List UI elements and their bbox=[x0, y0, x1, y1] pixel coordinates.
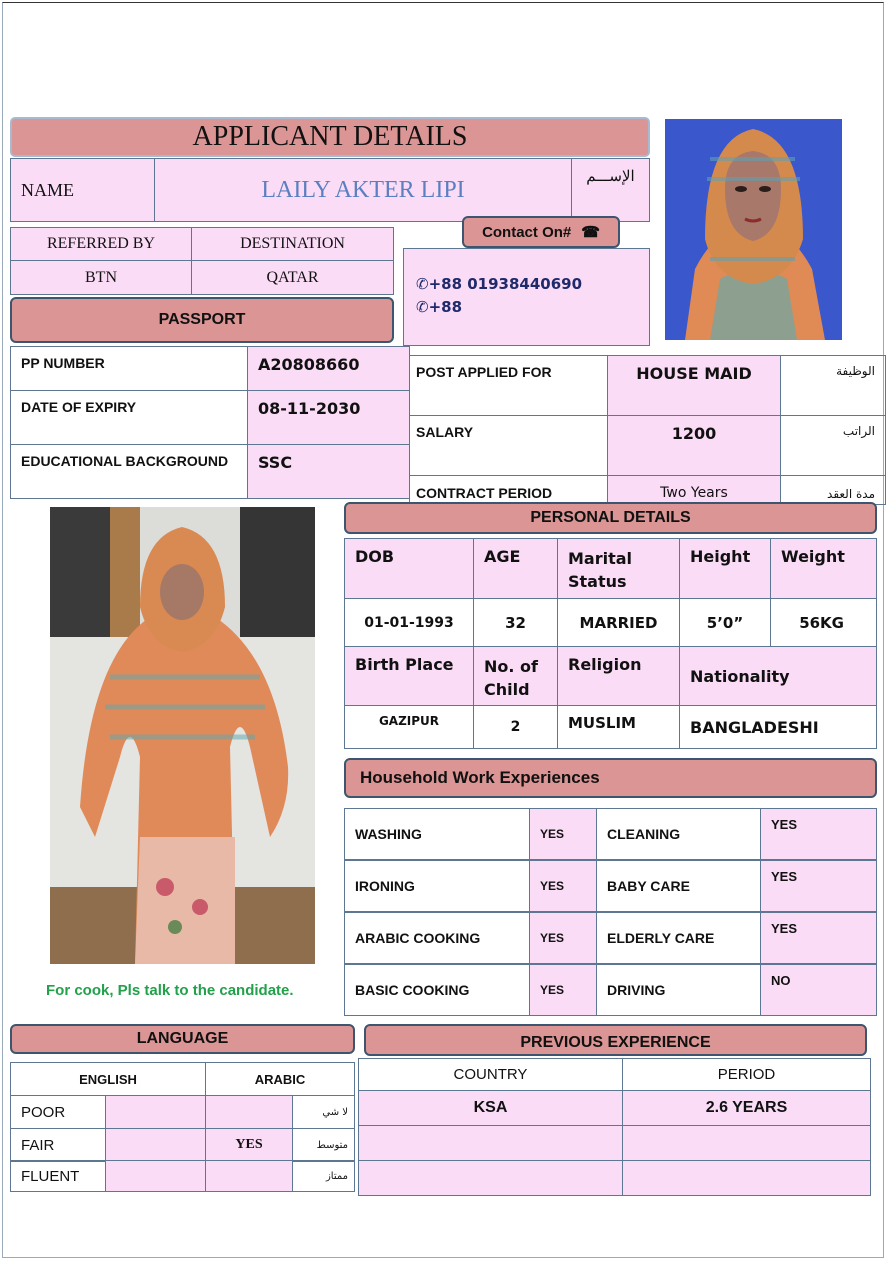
language-arabic-label-text: ممتاز bbox=[325, 1170, 348, 1182]
personal-header-text: DOB bbox=[355, 547, 395, 566]
personal-header-text: Weight bbox=[781, 547, 845, 566]
phone-icon: ☎ bbox=[581, 224, 600, 241]
language-col-text: ENGLISH bbox=[79, 1071, 137, 1087]
household-task-text: ARABIC COOKING bbox=[355, 930, 481, 946]
full-body-photo bbox=[50, 507, 315, 964]
post-label-text: POST APPLIED FOR bbox=[416, 364, 552, 380]
referred-by-value-text: BTN bbox=[85, 268, 117, 286]
household-task bbox=[344, 964, 530, 1016]
name-label bbox=[10, 158, 155, 222]
profile-photo-art bbox=[665, 119, 842, 340]
personal-header-height bbox=[679, 538, 771, 599]
household-task-text: BABY CARE bbox=[607, 878, 690, 894]
household-task bbox=[344, 808, 530, 860]
language-level-text: FAIR bbox=[21, 1136, 55, 1154]
language-title-text: LANGUAGE bbox=[136, 1030, 229, 1047]
passport-title-text: PASSPORT bbox=[158, 311, 246, 328]
personal-header-weight bbox=[770, 538, 877, 599]
personal-value-text: 56KG bbox=[799, 613, 844, 632]
contact-title bbox=[462, 216, 620, 248]
household-task-value-text: YES bbox=[540, 931, 565, 945]
personal-header-age bbox=[473, 538, 558, 599]
household-task bbox=[596, 808, 761, 860]
previous-country bbox=[358, 1090, 623, 1126]
passport-row-value-education bbox=[247, 444, 410, 499]
name-arabic-label bbox=[571, 158, 650, 222]
household-task-value-text: YES bbox=[540, 827, 565, 841]
previous-title-text: PREVIOUS EXPERIENCE bbox=[520, 1034, 711, 1051]
language-col-english bbox=[10, 1062, 206, 1096]
contact-phone-1 bbox=[416, 275, 649, 293]
personal-header-marital bbox=[557, 538, 680, 599]
personal-title-text: PERSONAL DETAILS bbox=[530, 509, 691, 526]
previous-period bbox=[622, 1090, 871, 1126]
household-task-value-text: YES bbox=[771, 869, 798, 884]
page-title-text: APPLICANT DETAILS bbox=[192, 121, 468, 152]
language-arabic-label bbox=[292, 1160, 355, 1192]
household-task-text: DRIVING bbox=[607, 982, 666, 998]
language-arabic-value bbox=[205, 1095, 293, 1129]
personal-value-dob bbox=[344, 598, 474, 647]
previous-col-country bbox=[358, 1058, 623, 1091]
referred-by-label bbox=[10, 227, 192, 261]
previous-title bbox=[364, 1024, 867, 1056]
language-arabic-label bbox=[292, 1128, 355, 1162]
passport-row-value-pp bbox=[247, 346, 410, 391]
passport-label-text: PP NUMBER bbox=[21, 355, 105, 371]
contract-arabic bbox=[780, 475, 886, 505]
personal-header-nationality bbox=[679, 646, 877, 706]
passport-value-text: 08-11-2030 bbox=[258, 399, 361, 418]
language-level-text: FLUENT bbox=[21, 1167, 80, 1185]
language-arabic-value bbox=[205, 1128, 293, 1162]
salary-label bbox=[409, 415, 608, 476]
referred-by-label-text: REFERRED BY bbox=[46, 235, 155, 252]
referred-by-value bbox=[10, 260, 192, 295]
household-task-value bbox=[529, 912, 597, 964]
name-arabic-text: الإســـم bbox=[586, 169, 635, 185]
household-task-value-text: YES bbox=[540, 879, 565, 893]
passport-row-label-pp bbox=[10, 346, 248, 391]
contract-label bbox=[409, 475, 608, 505]
post-arabic bbox=[780, 355, 886, 416]
personal-value-children bbox=[473, 705, 558, 749]
post-value-text: HOUSE MAID bbox=[636, 364, 752, 383]
household-task-value bbox=[760, 860, 877, 912]
cook-note bbox=[46, 982, 316, 999]
personal-header-dob bbox=[344, 538, 474, 599]
personal-value-text: GAZIPUR bbox=[378, 714, 440, 728]
post-arabic-text: الوظيفة bbox=[836, 364, 875, 378]
household-task bbox=[344, 912, 530, 964]
household-task-value-text: YES bbox=[771, 817, 798, 832]
language-level bbox=[10, 1095, 106, 1129]
contact-title-text: Contact On# bbox=[482, 223, 572, 241]
household-task-value bbox=[529, 860, 597, 912]
language-col-text: ARABIC bbox=[254, 1071, 306, 1087]
passport-row-label-expiry bbox=[10, 390, 248, 445]
household-task-value bbox=[760, 912, 877, 964]
language-col-arabic bbox=[205, 1062, 355, 1096]
personal-value-birthplace bbox=[344, 705, 474, 749]
personal-value-marital bbox=[557, 598, 680, 647]
household-task-text: BASIC COOKING bbox=[355, 982, 470, 998]
destination-label bbox=[191, 227, 394, 261]
household-task-value bbox=[529, 808, 597, 860]
personal-value-height bbox=[679, 598, 771, 647]
household-task bbox=[596, 964, 761, 1016]
language-english-value bbox=[105, 1160, 206, 1192]
language-arabic-label-text: لا شي bbox=[322, 1106, 348, 1118]
personal-header-birthplace bbox=[344, 646, 474, 706]
personal-value-text: BANGLADESHI bbox=[690, 717, 819, 737]
personal-value-text: 32 bbox=[505, 613, 526, 632]
applicant-name-text: LAILY AKTER LIPI bbox=[261, 176, 465, 203]
household-task-value-text: YES bbox=[540, 983, 565, 997]
previous-period bbox=[622, 1160, 871, 1196]
personal-header-text: No. of Child bbox=[484, 657, 538, 699]
full-body-photo-art bbox=[50, 507, 315, 964]
language-english-value bbox=[105, 1095, 206, 1129]
previous-country bbox=[358, 1160, 623, 1196]
personal-title bbox=[344, 502, 877, 534]
personal-header-text: Nationality bbox=[690, 666, 790, 686]
language-arabic-value bbox=[205, 1160, 293, 1192]
passport-row-label-education bbox=[10, 444, 248, 499]
language-level-text: POOR bbox=[21, 1103, 66, 1121]
language-arabic-label bbox=[292, 1095, 355, 1129]
passport-label-text: EDUCATIONAL BACKGROUND bbox=[21, 453, 229, 469]
personal-header-text: Marital Status bbox=[568, 549, 633, 591]
destination-label-text: DESTINATION bbox=[240, 235, 345, 252]
cook-note-text: For cook, Pls talk to the candidate. bbox=[46, 982, 294, 999]
contract-value-text: Two Years bbox=[660, 485, 728, 501]
household-task-text: IRONING bbox=[355, 878, 415, 894]
household-task-value-text: YES bbox=[771, 921, 798, 936]
personal-value-text: 01-01-1993 bbox=[364, 614, 454, 631]
previous-period bbox=[622, 1125, 871, 1161]
applicant-name bbox=[154, 158, 572, 222]
previous-col-text: COUNTRY bbox=[453, 1066, 528, 1083]
personal-value-nationality bbox=[679, 705, 877, 749]
contact-phone-1-text: +88 01938440690 bbox=[428, 275, 583, 293]
household-title-text: Household Work Experiences bbox=[360, 768, 600, 787]
contract-value bbox=[607, 475, 781, 505]
salary-value-text: 1200 bbox=[671, 424, 717, 443]
mobile-icon: ✆ bbox=[416, 298, 429, 316]
previous-country bbox=[358, 1125, 623, 1161]
personal-value-text: MARRIED bbox=[579, 613, 658, 632]
personal-value-text: 2 bbox=[510, 719, 521, 735]
passport-value-text: SSC bbox=[258, 453, 293, 472]
personal-header-text: Birth Place bbox=[355, 655, 454, 674]
language-arabic-label-text: متوسط bbox=[316, 1139, 348, 1151]
language-level bbox=[10, 1160, 106, 1192]
contract-arabic-text: مدة العقد bbox=[827, 487, 875, 501]
household-task-text: CLEANING bbox=[607, 826, 681, 842]
name-label-text: NAME bbox=[21, 179, 74, 200]
post-label bbox=[409, 355, 608, 416]
personal-header-religion bbox=[557, 646, 680, 706]
personal-value-text: MUSLIM bbox=[568, 714, 636, 732]
household-task-value bbox=[760, 808, 877, 860]
passport-value-text: A20808660 bbox=[258, 355, 360, 374]
contact-phone-2 bbox=[416, 298, 649, 316]
contract-label-text: CONTRACT PERIOD bbox=[416, 485, 553, 501]
destination-value-text: QATAR bbox=[266, 268, 319, 286]
contact-box bbox=[403, 248, 650, 346]
previous-period-text: 2.6 YEARS bbox=[705, 1099, 788, 1116]
passport-row-value-expiry bbox=[247, 390, 410, 445]
household-task bbox=[596, 912, 761, 964]
personal-value-text: 5’0” bbox=[706, 613, 744, 632]
household-task-text: WASHING bbox=[355, 826, 422, 842]
passport-label-text: DATE OF EXPIRY bbox=[21, 399, 137, 415]
household-title bbox=[344, 758, 877, 798]
personal-value-religion bbox=[557, 705, 680, 749]
salary-value bbox=[607, 415, 781, 476]
salary-label-text: SALARY bbox=[416, 424, 474, 440]
salary-arabic-text: الراتب bbox=[842, 424, 875, 438]
language-title bbox=[10, 1024, 355, 1054]
personal-header-text: Religion bbox=[568, 655, 642, 674]
destination-value bbox=[191, 260, 394, 295]
contact-phone-2-text: +88 bbox=[428, 298, 463, 316]
personal-value-age bbox=[473, 598, 558, 647]
household-task-value bbox=[760, 964, 877, 1016]
previous-col-period bbox=[622, 1058, 871, 1091]
household-task-text: ELDERLY CARE bbox=[607, 930, 715, 946]
household-task-value bbox=[529, 964, 597, 1016]
household-task-value-text: NO bbox=[771, 973, 791, 988]
personal-header-children bbox=[473, 646, 558, 706]
household-task bbox=[596, 860, 761, 912]
personal-header-text: AGE bbox=[484, 547, 521, 566]
personal-value-weight bbox=[770, 598, 877, 647]
language-level bbox=[10, 1128, 106, 1162]
personal-header-text: Height bbox=[690, 547, 751, 566]
post-value bbox=[607, 355, 781, 416]
language-english-value bbox=[105, 1128, 206, 1162]
salary-arabic bbox=[780, 415, 886, 476]
profile-photo bbox=[665, 119, 842, 340]
household-task bbox=[344, 860, 530, 912]
mobile-icon: ✆ bbox=[416, 275, 429, 293]
previous-col-text: PERIOD bbox=[717, 1066, 776, 1083]
language-arabic-value-text: YES bbox=[235, 1137, 263, 1152]
page-title bbox=[10, 117, 650, 157]
previous-country-text: KSA bbox=[473, 1099, 508, 1116]
passport-title bbox=[10, 297, 394, 343]
